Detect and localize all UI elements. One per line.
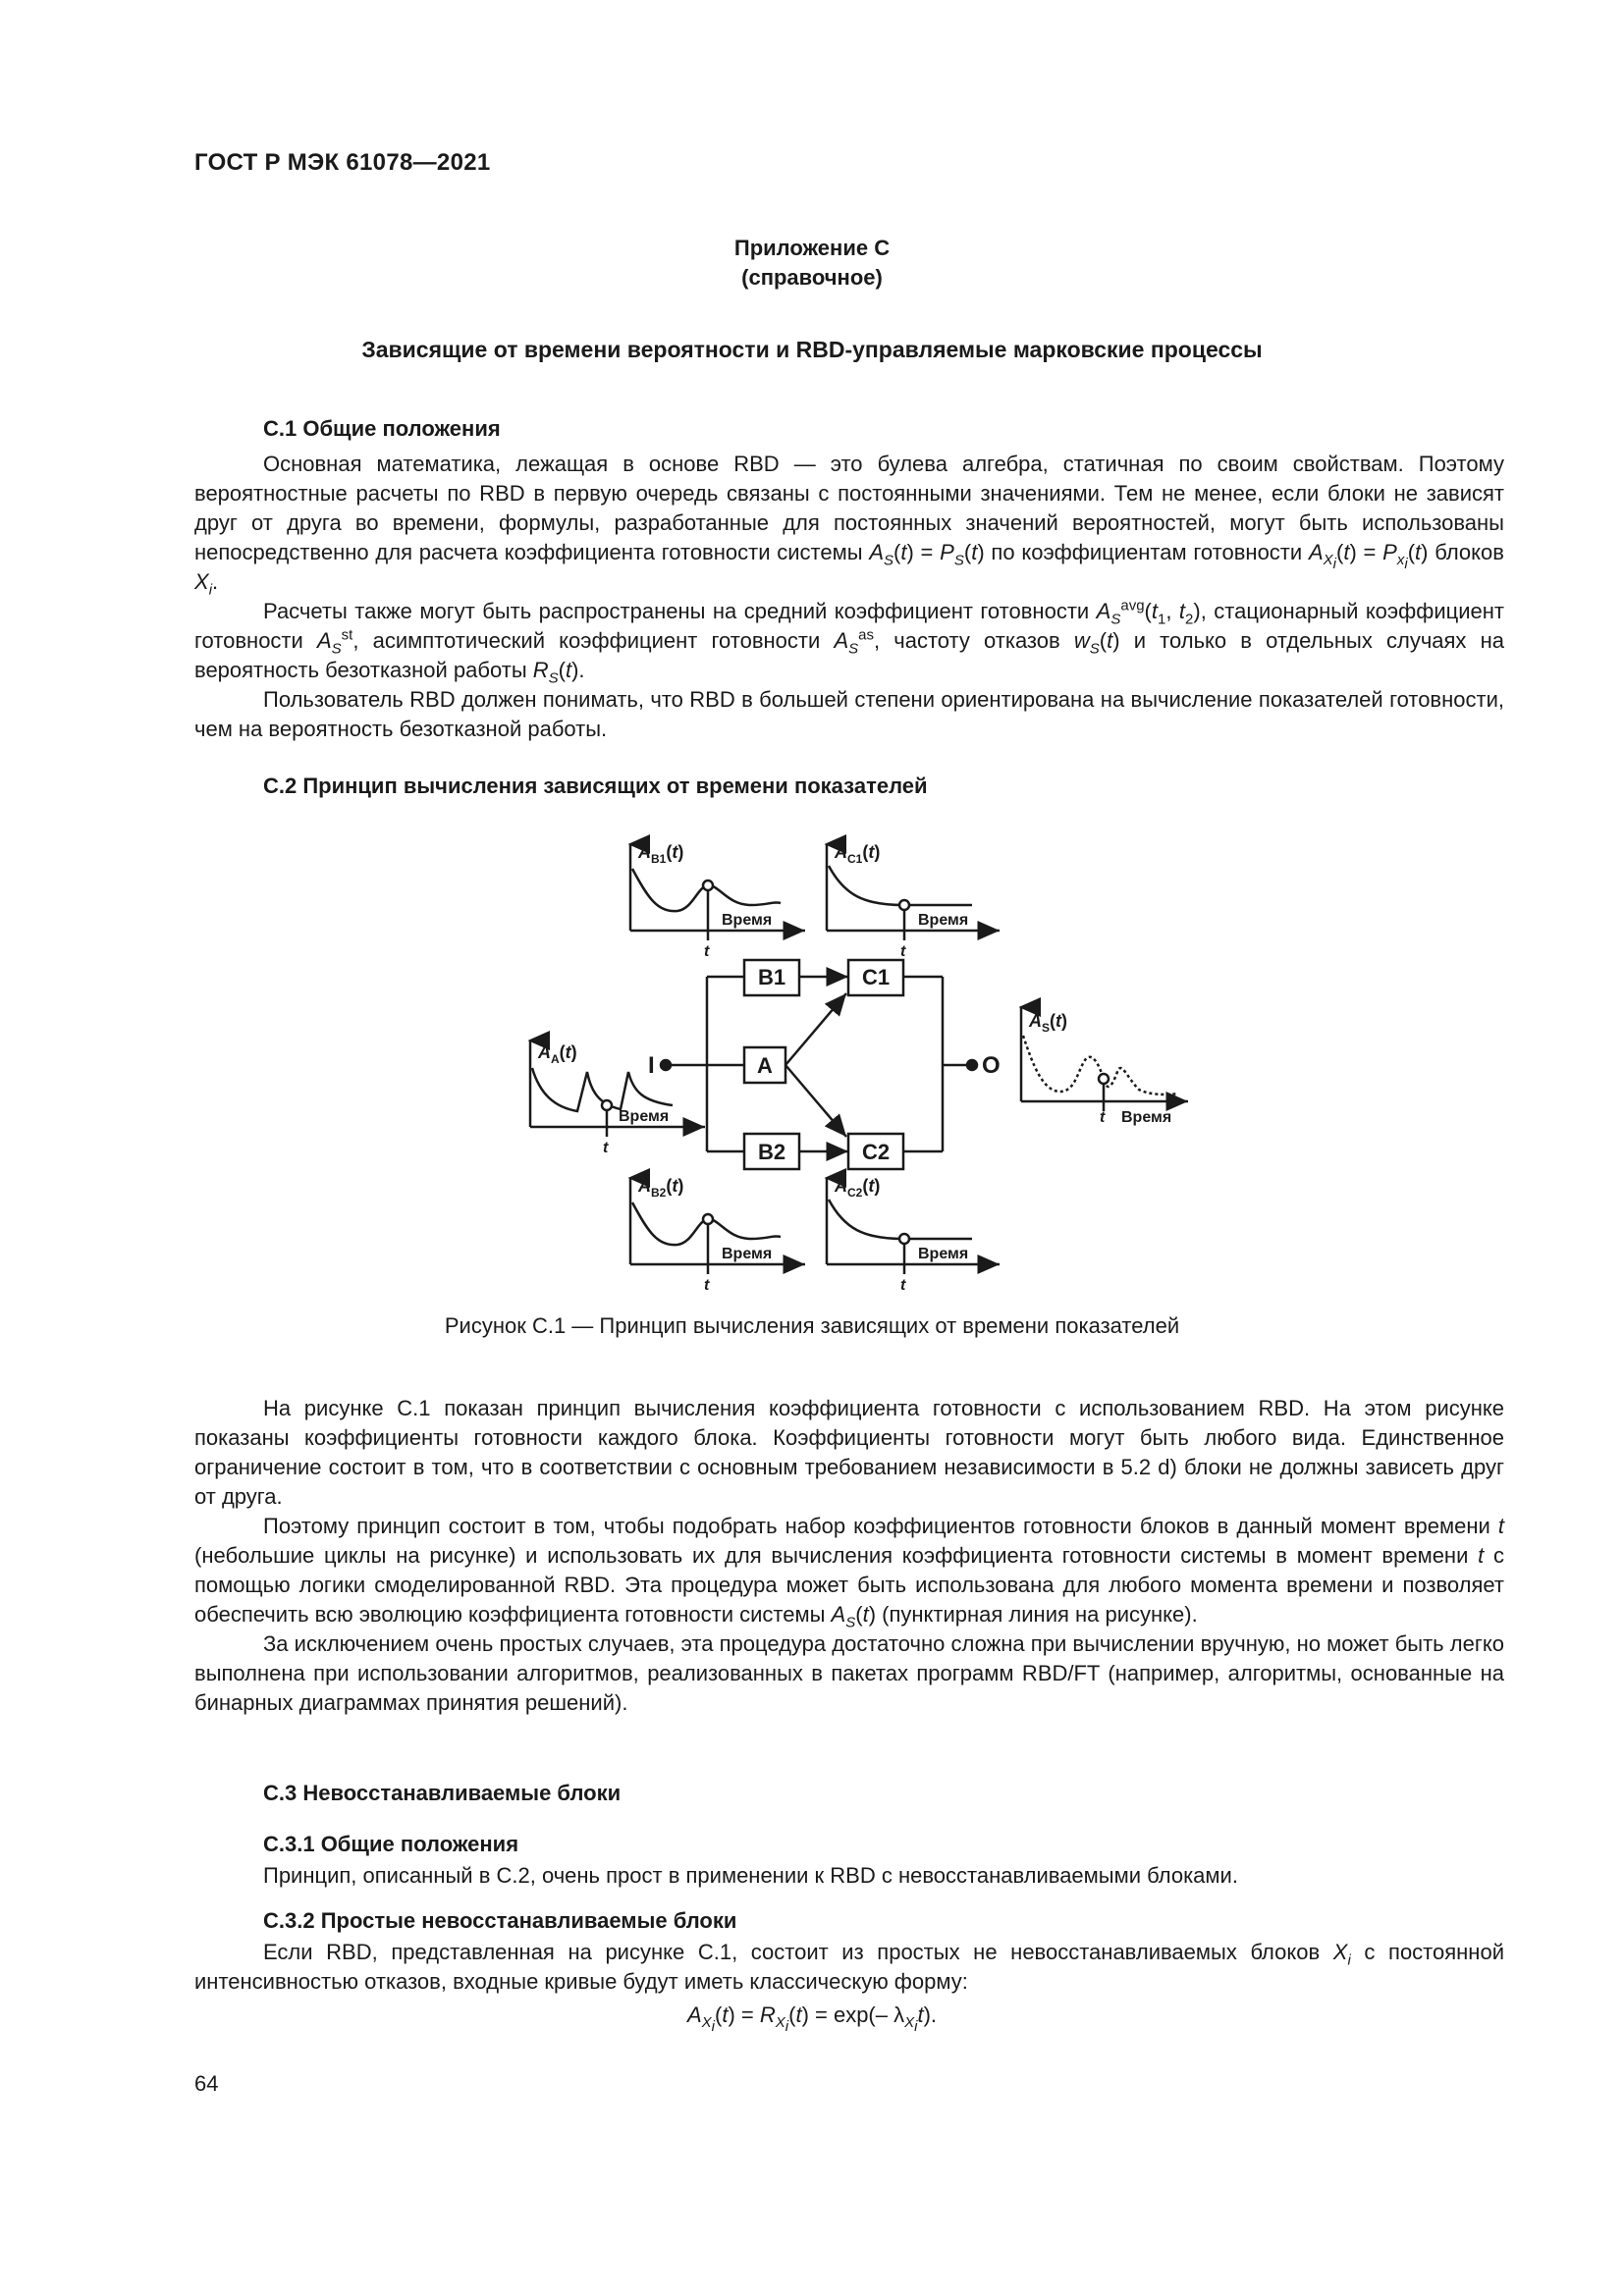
paragraph: Расчеты также могут быть распространены на средний коэффициент готовности $A_S^{avg}(t_1$, $t_2$), стационарный коэффициент готовности $A_S^{st}$, асимптотический коэффициент готовности $A_S^{as}$, частоту отказов $w_S(t)$ и только в отдельных случаях на вероятность безотказной работы $R_S(t)$. xyxy=(194,597,1504,687)
curve-label-c2: $A_{C2}(t)$ xyxy=(835,1176,881,1200)
block-b2-label: B2 xyxy=(757,1140,786,1164)
section-c2-heading: С.2 Принцип вычисления зависящих от времени показателей xyxy=(263,774,928,798)
axis-t-c2: t xyxy=(900,1277,906,1294)
curve-label-c1: $A_{C1}(t)$ xyxy=(835,842,881,866)
axis-time-b1: Время xyxy=(722,912,773,929)
axis-t-s: t xyxy=(1100,1109,1106,1126)
paragraph: Принцип, описанный в С.2, очень прост в применении к RBD с невосстанавливаемыми блоками. xyxy=(263,1863,1238,1888)
paragraph: За исключением очень простых случаев, эта процедура достаточно сложна при вычислении вручную, но может быть легко выполнена при использовании алгоритмов, реализованных в пакетах программ RBD/FT (например, алгоритмы, основанные на бинарных диаграммах принятия решений). xyxy=(194,1631,1504,1715)
figure-c1-rbd-diagram xyxy=(511,815,1198,1306)
axis-time-b2: Время xyxy=(722,1246,773,1262)
annex-label: Приложение С xyxy=(733,236,891,260)
section-c3-heading: С.3 Невосстанавливаемые блоки xyxy=(263,1781,622,1805)
block-c1-label: C1 xyxy=(861,965,891,989)
annex-type: (справочное) xyxy=(741,265,883,290)
axis-t-b2: t xyxy=(704,1277,710,1294)
paragraph: Пользователь RBD должен понимать, что RBD в большей степени ориентирована на вычисление показателей готовности, чем на вероятность безотказной работы. xyxy=(194,687,1504,741)
paragraph: Если RBD, представленная на рисунке С.1, состоит из простых не невосстанавливаемых блоков $X_i$ с постоянной интенсивностью отказов, входные кривые будут иметь классическую форму: xyxy=(194,1940,1504,1994)
axis-time-c2: Время xyxy=(918,1246,969,1262)
formula-exp: $A_{X_i}(t) = R_{X_i}(t) = \exp(-$ $\lambda_{X_i}t$). xyxy=(686,2002,938,2036)
figure-caption: Рисунок С.1 — Принцип вычисления зависящих от времени показателей xyxy=(444,1313,1180,1338)
section-c32-heading: С.3.2 Простые невосстанавливаемые блоки xyxy=(263,1908,737,1933)
axis-time-s: Время xyxy=(1121,1109,1172,1126)
section-c31-heading: С.3.1 Общие положения xyxy=(263,1832,519,1856)
axis-time-a: Время xyxy=(619,1108,670,1125)
paragraph: Основная математика, лежащая в основе RBD — это булева алгебра, статичная по своим свойствам. Поэтому вероятностные расчеты по RBD в первую очередь связаны с постоянными значениями. Тем не менее, если блоки не зависят друг от друга во времени, формулы, разработанные для постоянных значений вероятностей, могут быть использованы непосредственно для расчета коэффициента готовности системы $A_S(t) = P_S(t)$ по коэффициентам готовности $A_{X_i}(t) = P_{x_i}(t)$ блоков $X_i$. xyxy=(194,452,1504,599)
section-c1-heading: С.1 Общие положения xyxy=(263,416,501,441)
axis-t-a: t xyxy=(603,1140,609,1156)
paragraph: Поэтому принцип состоит в том, чтобы подобрать набор коэффициентов готовности блоков в данный момент времени t (небольшие циклы на рисунке) и использовать их для вычисления коэффициента готовности системы в момент времени t с помощью логики смоделированной RBD. Эта процедура может быть использована для любого момента времени и позволяет обеспечить всю эволюцию коэффициента готовности системы $A_S(t)$ (пунктирная линия на рисунке). xyxy=(194,1514,1504,1631)
section-c31-body xyxy=(194,1861,1504,1891)
output-node-label: O xyxy=(982,1052,1001,1079)
section-c2-body xyxy=(194,1394,1504,1718)
section-c1-body xyxy=(194,450,1504,744)
paragraph: На рисунке С.1 показан принцип вычисления коэффициента готовности с использованием RBD. На этом рисунке показаны коэффициенты готовности каждого блока. Коэффициенты готовности могут быть любого вида. Единственное ограничение состоит в том, что в соответствии с основным требованием независимости в 5.2 d) блоки не должны зависеть друг от друга. xyxy=(194,1396,1504,1509)
block-c2-label: C2 xyxy=(861,1140,891,1164)
curve-label-s: $A_S(t)$ xyxy=(1029,1011,1068,1035)
axis-t-c1: t xyxy=(900,943,906,960)
standard-header: ГОСТ Р МЭК 61078—2021 xyxy=(194,149,491,176)
block-a-label: A xyxy=(757,1053,773,1078)
axis-t-b1: t xyxy=(704,943,710,960)
rbd-network xyxy=(661,960,977,1169)
section-c32-body xyxy=(194,1938,1504,1997)
annex-heading xyxy=(0,234,1624,293)
input-node-label: I xyxy=(648,1052,655,1079)
annex-title: Зависящие от времени вероятности и RBD-управляемые марковские процессы xyxy=(361,337,1263,362)
block-b1-label: B1 xyxy=(757,965,786,989)
axis-time-c1: Время xyxy=(918,912,969,929)
curve-label-b1: $A_{B1}(t)$ xyxy=(638,842,684,866)
curve-label-b2: $A_{B2}(t)$ xyxy=(638,1176,684,1200)
page-number: 64 xyxy=(194,2071,219,2096)
curve-label-a: $A_A(t)$ xyxy=(538,1042,577,1066)
